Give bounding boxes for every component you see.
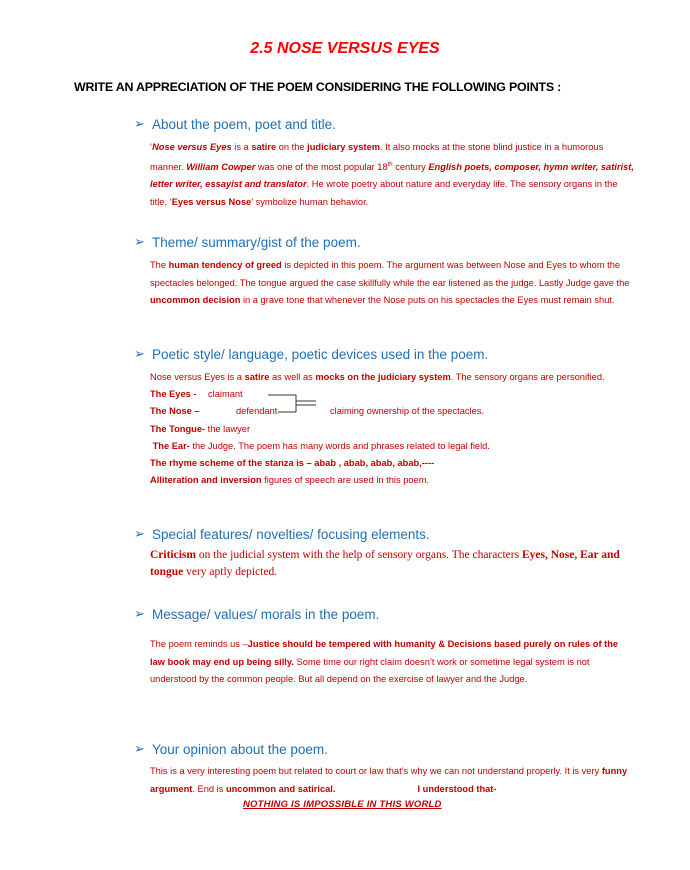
keyword: Eyes versus Nose	[171, 196, 252, 207]
keyword: funny argument	[150, 766, 628, 794]
eyes-label: The Eyes -	[150, 389, 197, 399]
text: . The sensory organs are personified.	[450, 372, 605, 382]
keyword: human tendency of greed	[168, 260, 282, 270]
section-heading	[134, 526, 634, 542]
keyword: uncommon and satirical.	[225, 783, 336, 794]
text: figures of speech are used in this poem.	[261, 475, 430, 485]
arrow-bullet-icon: ➢	[134, 116, 145, 131]
text: on the judicial system with the help of sensory organs. The characters	[195, 549, 522, 561]
section-message	[134, 606, 634, 689]
text: . End is	[192, 783, 226, 794]
text: as well as	[269, 372, 316, 382]
arrow-bullet-icon: ➢	[134, 741, 145, 756]
instruction-heading: WRITE AN APPRECIATION OF THE POEM CONSIDERING THE FOLLOWING POINTS :	[74, 80, 562, 94]
text: is depicted in this poem. The argument was between Nose and Eyes to whom the spectacles belonged. The tongue argued the case skillfully while the ear listened as the judge. Lastly Judge gave the	[150, 260, 630, 288]
closing-statement: NOTHING IS IMPOSSIBLE IN THIS WORLD	[243, 799, 442, 810]
section-heading	[134, 116, 634, 132]
keyword: English poets, composer, hymn writer, satirist, letter writer, essayist and translator	[150, 161, 634, 190]
text: is a	[231, 142, 252, 152]
page-title: 2.5 NOSE VERSUS EYES	[250, 40, 440, 57]
keyword: Criticism	[150, 549, 196, 561]
text: This is a very interesting poem but related to court or law that’s why we can not understand properly. It is very	[150, 766, 602, 776]
heading-text: Poetic style/ language, poetic devices used in the poem.	[152, 346, 489, 362]
section-body	[150, 636, 634, 689]
poet-name: William Cowper	[186, 161, 256, 172]
nose-label: The Nose –	[150, 406, 200, 416]
arrow-bullet-icon: ➢	[134, 234, 145, 249]
heading-text: Your opinion about the poem.	[152, 741, 328, 757]
keyword: mocks on the judiciary system	[315, 372, 451, 382]
section-theme	[134, 234, 634, 310]
arrow-bullet-icon: ➢	[134, 346, 145, 361]
section-opinion	[134, 741, 634, 798]
character-diagram	[150, 386, 634, 421]
text: ’ symbolize human behavior.	[251, 196, 369, 207]
section-body	[150, 547, 634, 581]
claim-text: claiming ownership of the spectacles.	[330, 406, 484, 416]
keyword: Justice should be tempered with humanity & Decisions based purely on rules of the law book may end up being silly.	[150, 639, 619, 667]
ear-label: The Ear-	[152, 441, 190, 451]
text: on the	[276, 142, 308, 152]
keyword: judiciary system	[307, 142, 381, 152]
poem-title: Nose versus Eyes	[152, 142, 232, 152]
heading-text: Message/ values/ morals in the poem.	[152, 606, 380, 622]
text: Nose versus Eyes is a	[150, 372, 245, 382]
ear-role: the Judge. The poem has many words and phrases related to legal field.	[189, 441, 490, 451]
keyword: satire	[251, 142, 277, 152]
section-body	[150, 369, 634, 489]
eyes-role: claimant	[208, 389, 243, 399]
section-features	[134, 526, 634, 581]
rhyme-scheme: The rhyme scheme of the stanza is – abab , abab, abab, abab,----	[150, 458, 435, 468]
keyword: I understood that-	[417, 783, 497, 794]
section-heading	[134, 346, 634, 362]
keyword: Alliteration and inversion	[150, 475, 262, 485]
text: The poem reminds us –	[150, 639, 248, 649]
text: . It also mocks at the stone blind justice in a humorous manner.	[150, 142, 604, 172]
section-style	[134, 346, 634, 489]
nose-role: defendant	[236, 406, 278, 416]
heading-text: Theme/ summary/gist of the poem.	[152, 234, 361, 250]
keyword: uncommon decision	[150, 295, 241, 305]
heading-text: Special features/ novelties/ focusing elements.	[152, 526, 430, 542]
section-heading	[134, 741, 634, 757]
keyword: Eyes, Nose, Ear and tongue	[150, 549, 620, 578]
tongue-role: the lawyer	[205, 424, 251, 434]
bracket-connector	[266, 386, 336, 416]
heading-text: About the poem, poet and title.	[152, 116, 336, 132]
text: The	[150, 260, 169, 270]
text: was one of the most popular 18	[255, 161, 388, 172]
section-body	[150, 139, 634, 211]
text: Some time our right claim doesn’t work or sometime legal system is not understood by the common people. But all depend on the exercise of lawyer and the Judge.	[150, 656, 590, 684]
section-heading	[134, 606, 634, 622]
text: very aptly depicted.	[183, 566, 278, 578]
superscript: th	[387, 161, 393, 168]
arrow-bullet-icon: ➢	[134, 526, 145, 541]
text: ‘	[150, 142, 153, 152]
tongue-label: The Tongue-	[150, 424, 206, 434]
text: . He wrote poetry about nature and everyday life. The sensory organs in the title, ‘	[150, 179, 618, 207]
section-body	[150, 763, 634, 798]
section-body	[150, 257, 634, 310]
text: century	[392, 161, 429, 172]
text: in a grave tone that whenever the Nose puts on his spectacles the Eyes must remain shut.	[240, 295, 615, 305]
section-about	[134, 116, 634, 211]
arrow-bullet-icon: ➢	[134, 606, 145, 621]
section-heading	[134, 234, 634, 250]
keyword: satire	[244, 372, 270, 382]
